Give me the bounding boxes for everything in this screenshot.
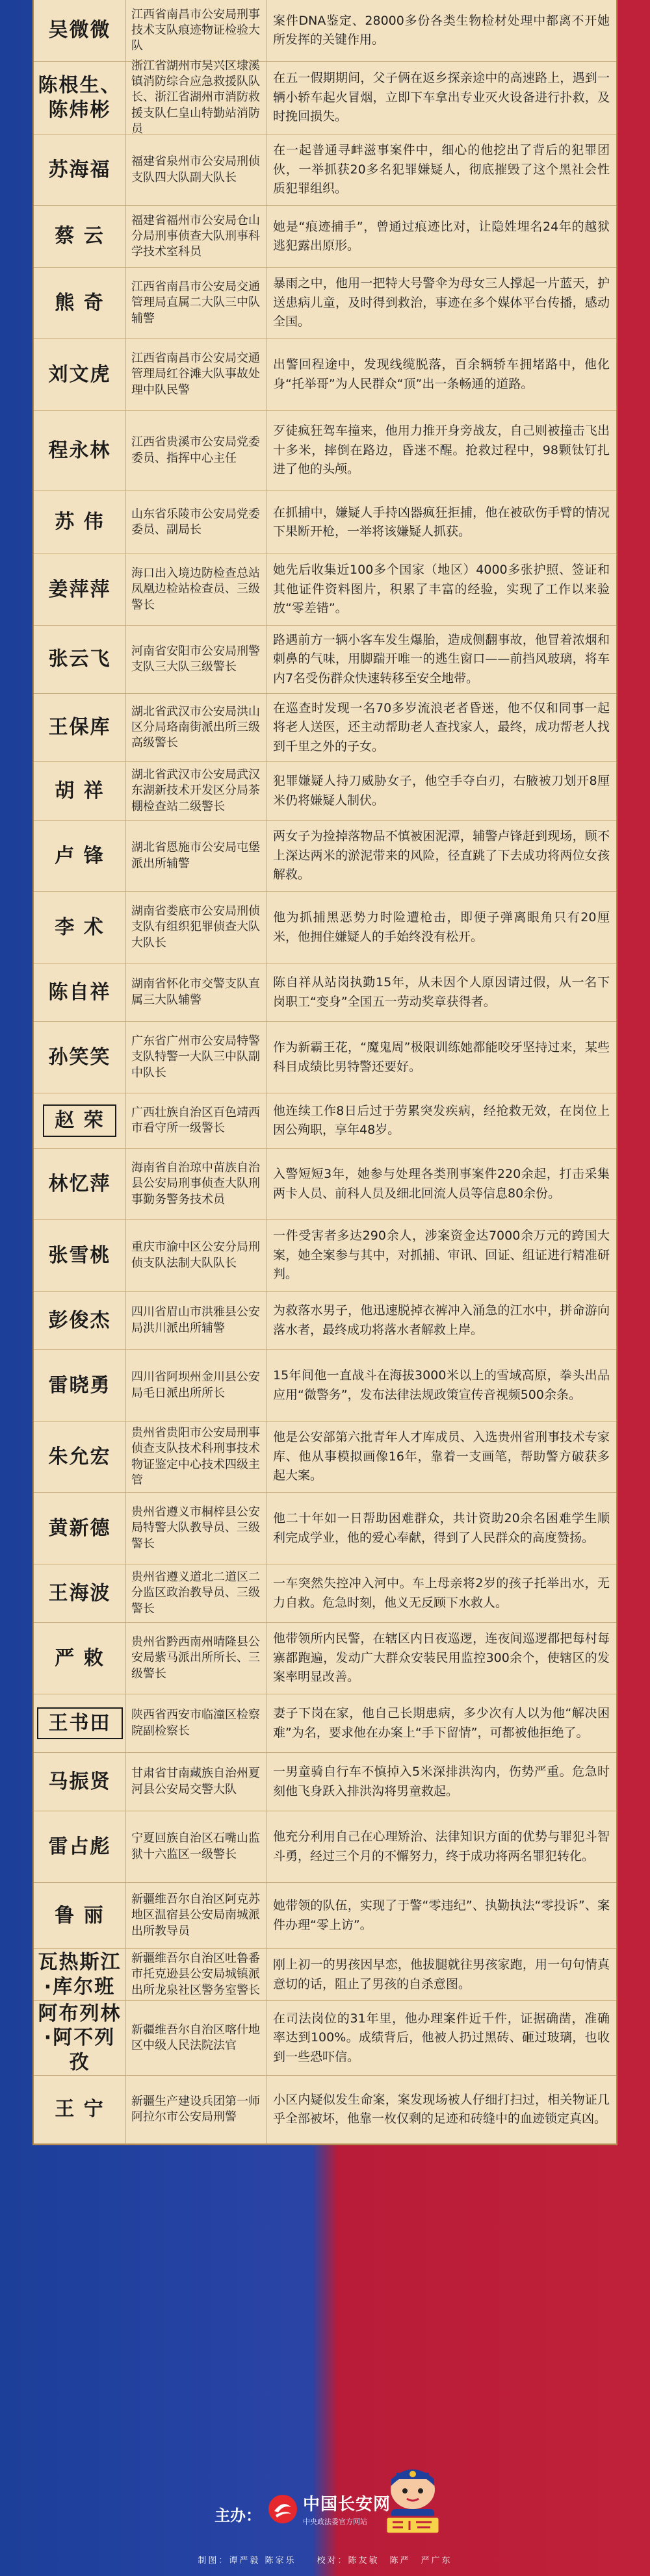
person-name-cell xyxy=(34,821,126,892)
person-name: 张云飞 xyxy=(48,648,111,671)
person-name: 王书田 xyxy=(37,1707,123,1740)
person-name: 马振贤 xyxy=(48,1770,111,1793)
person-deed: 犯罪嫌疑人持刀威胁女子，他空手夺白刃，右腋被刀划开8厘米仍将嫌疑人制伏。 xyxy=(266,762,616,821)
person-name: 吴微微 xyxy=(48,19,111,42)
person-name-cell xyxy=(34,694,126,762)
person-name-cell xyxy=(34,62,126,134)
person-deed: 在司法岗位的31年里，他办理案件近千件，证据确凿，准确率达到100%。成绩背后，他被人扔过黑砖、砸过玻璃，也收到一些恐吓信。 xyxy=(266,2001,616,2076)
person-deed: 在抓捕中，嫌疑人手持凶器疯狂拒捕，他在被砍伤手臂的情况下果断开枪，一举将该嫌疑人抓获。 xyxy=(266,491,616,554)
person-name: 朱允宏 xyxy=(48,1445,111,1468)
person-deed: 为救落水男子，他迅速脱掉衣裤冲入涌急的江水中，拼命游向落水者，最终成功将落水者解救上岸。 xyxy=(266,1292,616,1350)
person-unit: 海南省自治琼中苗族自治县公安局刑事侦查大队刑事勤务警务技术员 xyxy=(126,1149,266,1220)
honor-table-grid xyxy=(34,0,616,2144)
person-name: 程永林 xyxy=(48,439,111,462)
chinapeace-logo-icon xyxy=(266,2493,299,2525)
person-unit: 浙江省湖州市吴兴区埭溪镇消防综合应急救援队队长、浙江省湖州市消防救援支队仁皇山特勤站消防员 xyxy=(126,62,266,134)
person-unit: 福建省福州市公安局仓山分局刑事侦查大队刑事科学技术室科员 xyxy=(126,206,266,268)
footer xyxy=(0,2449,650,2576)
person-deed: 他带领所内民警，在辖区内日夜巡逻，连夜间巡逻都把每村每寨都跑遍，发动广大群众安装民用监控300余个，使辖区的发案率明显改善。 xyxy=(266,1623,616,1694)
person-name-cell xyxy=(34,0,126,62)
person-name: 赵 荣 xyxy=(43,1104,116,1137)
person-name: 林忆萍 xyxy=(48,1172,111,1195)
person-deed: 陈自祥从站岗执勤15年，从未因个人原因请过假，从一名下岗职工“变身”全国五一劳动奖章获得者。 xyxy=(266,963,616,1022)
person-unit: 新疆生产建设兵团第一师阿拉尔市公安局刑警 xyxy=(126,2076,266,2144)
person-deed: 出警回程途中，发现线缆脱落，百余辆轿车拥堵路中，他化身“托举哥”为人民群众“顶”出一条畅通的道路。 xyxy=(266,339,616,411)
person-name-cell xyxy=(34,411,126,491)
person-deed: 小区内疑似发生命案，案发现场被人仔细打扫过，相关物证几乎全部被坏，他靠一枚仅剩的足迹和砖缝中的血迹锁定真凶。 xyxy=(266,2076,616,2144)
person-name-cell xyxy=(34,1883,126,1949)
person-name: 孙笑笑 xyxy=(48,1045,111,1069)
person-deed: 他是公安部第六批青年人才库成员、入选贵州省刑事技术专家库、他从事模拟画像16年，靠着一支画笔，帮助警方破获多起大案。 xyxy=(266,1422,616,1493)
person-name: 陈自祥 xyxy=(48,980,111,1004)
person-name-cell xyxy=(34,134,126,206)
person-name: 鲁 丽 xyxy=(55,1904,105,1927)
person-unit: 山东省乐陵市公安局党委委员、副局长 xyxy=(126,491,266,554)
person-deed: 她先后收集近100多个国家（地区）4000多张护照、签证和其他证件资料图片，积累了丰富的经验，实现了工作以来验放“零差错”。 xyxy=(266,554,616,626)
person-unit: 贵州省遵义道北二道区二分监区政治教导员、三级警长 xyxy=(126,1564,266,1623)
person-name-cell xyxy=(34,1022,126,1093)
person-unit: 陕西省西安市临潼区检察院副检察长 xyxy=(126,1694,266,1753)
person-unit: 贵州省贵阳市公安局刑事侦查支队技术科刑事技术物证鉴定中心技术四级主管 xyxy=(126,1422,266,1493)
person-name: 苏海福 xyxy=(48,158,111,181)
person-unit: 江西省南昌市公安局交通管理局直属二大队三中队辅警 xyxy=(126,268,266,339)
person-deed: 一车突然失控冲入河中。车上母亲将2岁的孩子托举出水，无力自救。危急时刻，他义无反顾下水救人。 xyxy=(266,1564,616,1623)
person-deed: 入警短短3年，她参与处理各类刑事案件220余起，打击采集两卡人员、前科人员及细北回流人员等信息80余份。 xyxy=(266,1149,616,1220)
host-label: 主办： xyxy=(214,2506,261,2525)
person-deed: 歹徒疯狂驾车撞来，他用力推开身旁战友，自己则被撞击飞出十多米，摔倒在路边，昏迷不醒。抢救过程中，98颗钛钉扎进了他的头颅。 xyxy=(266,411,616,491)
person-name: 瓦热斯江·库尔班 xyxy=(38,1951,122,1998)
person-unit: 广东省广州市公安局特警支队特警一大队三中队副中队长 xyxy=(126,1022,266,1093)
person-name-cell xyxy=(34,1564,126,1623)
person-unit: 福建省泉州市公安局刑侦支队四大队副大队长 xyxy=(126,134,266,206)
person-name: 王保库 xyxy=(48,716,111,739)
person-unit: 湖南省娄底市公安局刑侦支队有组织犯罪侦查大队大队长 xyxy=(126,892,266,963)
person-unit: 新疆维吾尔自治区阿克苏地区温宿县公安局南城派出所教导员 xyxy=(126,1883,266,1949)
person-unit: 四川省眉山市洪雅县公安局洪川派出所辅警 xyxy=(126,1292,266,1350)
person-name-cell xyxy=(34,1949,126,2001)
person-name-cell xyxy=(34,1292,126,1350)
person-deed: 她带领的队伍，实现了于警“零违纪”、执勤执法“零投诉”、案件办理“零上访”。 xyxy=(266,1883,616,1949)
person-name-cell xyxy=(34,963,126,1022)
person-deed: 两女子为捡掉落物品不慎被困泥潭，辅警卢锋赶到现场，顾不上深达两米的淤泥带来的风险，径直跳了下去成功将两位女孩解救。 xyxy=(266,821,616,892)
person-name: 雷占彪 xyxy=(48,1835,111,1858)
person-unit: 贵州省遵义市桐梓县公安局特警大队教导员、三级警长 xyxy=(126,1493,266,1564)
person-unit: 宁夏回族自治区石嘴山监狱十六监区一级警长 xyxy=(126,1811,266,1883)
person-name: 雷晓勇 xyxy=(48,1373,111,1397)
person-deed: 在巡查时发现一名70多岁流浪老者昏迷，他不仅和同事一起将老人送医，还主动帮助老人查找家人，最终，成功帮老人找到千里之外的子女。 xyxy=(266,694,616,762)
person-deed: 在一起普通寻衅滋事案件中，细心的他挖出了背后的犯罪团伙，一举抓获20多名犯罪嫌疑人，彻底摧毁了这个黑社会性质犯罪组织。 xyxy=(266,134,616,206)
chinapeace-logo-title: 中国长安网 xyxy=(303,2495,391,2514)
person-name: 姜萍萍 xyxy=(48,578,111,601)
person-unit: 广西壮族自治区百色靖西市看守所一级警长 xyxy=(126,1093,266,1149)
person-name-cell xyxy=(34,1623,126,1694)
person-name-cell xyxy=(34,339,126,411)
person-unit: 湖北省恩施市公安局屯堡派出所辅警 xyxy=(126,821,266,892)
person-unit: 海口出入境边防检查总站凤凰边检站检查员、三级警长 xyxy=(126,554,266,626)
person-name: 黄新德 xyxy=(48,1516,111,1540)
person-deed: 案件DNA鉴定、28000多份各类生物检材处理中都离不开她所发挥的关键作用。 xyxy=(266,0,616,62)
person-deed: 他连续工作8日后过于劳累突发疾病，经抢救无效，在岗位上因公殉职，享年48岁。 xyxy=(266,1093,616,1149)
person-deed: 路遇前方一辆小客车发生爆胎，造成侧翻事故，他冒着浓烟和刺鼻的气味，用脚踹开唯一的逃生窗口——前挡风玻璃，将车内7名受伤群众快速转移至安全地带。 xyxy=(266,626,616,694)
person-deed: 他为抓捕黑恶势力时险遭枪击，即便子弹离眼角只有20厘米，他拥住嫌疑人的手始终没有松开。 xyxy=(266,892,616,963)
person-name: 胡 祥 xyxy=(55,779,105,802)
person-name-cell xyxy=(34,1149,126,1220)
person-name-cell xyxy=(34,1694,126,1753)
credits: 制图：谭严毅 陈家乐 校对：陈友敏 陈严 严广东 xyxy=(198,2556,452,2566)
person-unit: 贵州省黔西南州晴隆县公安局紫马派出所所长、三级警长 xyxy=(126,1623,266,1694)
person-name-cell xyxy=(34,762,126,821)
person-unit: 江西省贵溪市公安局党委委员、指挥中心主任 xyxy=(126,411,266,491)
person-name-cell xyxy=(34,206,126,268)
person-deed: 他充分利用自己在心理矫治、法律知识方面的优势与罪犯斗智斗勇，经过三个月的不懈努力，终于成功将两名罪犯转化。 xyxy=(266,1811,616,1883)
person-name-cell xyxy=(34,1811,126,1883)
changanjun-mascot-logo[interactable] xyxy=(377,2464,448,2548)
person-name-cell xyxy=(34,491,126,554)
person-unit: 江西省南昌市公安局交通管理局红谷滩大队事故处理中队民警 xyxy=(126,339,266,411)
person-name-cell xyxy=(34,1220,126,1292)
person-deed: 一件受害者多达290余人，涉案资金达7000余万元的跨国大案，她全案参与其中，对抓捕、审讯、回证、组证进行精准研判。 xyxy=(266,1220,616,1292)
person-name-cell xyxy=(34,1093,126,1149)
person-deed: 她是“痕迹捕手”，曾通过痕迹比对，让隐姓埋名24年的越狱逃犯露出原形。 xyxy=(266,206,616,268)
person-deed: 暴雨之中，他用一把特大号警伞为母女三人撑起一片蓝天，护送患病儿童，及时得到救治，事迹在多个媒体平台传播，感动全国。 xyxy=(266,268,616,339)
chinapeace-logo-subtitle: 中央政法委官方网站 xyxy=(303,2518,367,2526)
person-name: 张雪桃 xyxy=(48,1243,111,1267)
honor-table xyxy=(32,0,618,2145)
person-unit: 湖南省怀化市交警支队直属三大队辅警 xyxy=(126,963,266,1022)
person-name: 彭俊杰 xyxy=(48,1308,111,1332)
person-name: 李 术 xyxy=(55,915,105,939)
person-name-cell xyxy=(34,268,126,339)
person-deed: 一男童骑自行车不慎掉入5米深排洪沟内，伤势严重。危急时刻他飞身跃入排洪沟将男童救起。 xyxy=(266,1753,616,1811)
person-name-cell xyxy=(34,1350,126,1422)
person-unit: 重庆市渝中区公安分局刑侦支队法制大队队长 xyxy=(126,1220,266,1292)
person-name: 阿布列林·阿不列孜 xyxy=(38,2002,122,2074)
person-deed: 在五一假期期间，父子俩在返乡探亲途中的高速路上，遇到一辆小轿车起火冒烟，立即下车拿出专业灭火设备进行扑救，及时挽回损失。 xyxy=(266,62,616,134)
person-unit: 甘肃省甘南藏族自治州夏河县公安局交警大队 xyxy=(126,1753,266,1811)
person-name-cell xyxy=(34,2001,126,2076)
person-deed: 妻子下岗在家，他自己长期患病，多少次有人以为他“解决困难”为名，要求他在办案上“手下留情”，可都被他拒绝了。 xyxy=(266,1694,616,1753)
person-unit: 江西省南昌市公安局刑事技术支队痕迹物证检验大队 xyxy=(126,0,266,62)
person-name: 严 敕 xyxy=(55,1646,105,1670)
person-name: 苏 伟 xyxy=(55,511,105,534)
person-unit: 河南省安阳市公安局刑警支队三大队三级警长 xyxy=(126,626,266,694)
person-name-cell xyxy=(34,2076,126,2144)
person-name-cell xyxy=(34,1422,126,1493)
person-name: 陈根生、陈炜彬 xyxy=(38,74,122,121)
person-deed: 15年间他一直战斗在海拔3000米以上的雪域高原，拳头出品应用“微警务”，发布法律法规政策宣传音视频500余条。 xyxy=(266,1350,616,1422)
person-name-cell xyxy=(34,892,126,963)
person-name: 蔡 云 xyxy=(55,225,105,248)
person-unit: 湖北省武汉市公安局武汉东湖新技术开发区分局茶棚检查站二级警长 xyxy=(126,762,266,821)
person-name-cell xyxy=(34,1753,126,1811)
person-unit: 四川省阿坝州金川县公安局毛日派出所所长 xyxy=(126,1350,266,1422)
person-deed: 他二十年如一日帮助困难群众，共计资助20余名困难学生顺利完成学业，他的爱心奉献，得到了人民群众的高度赞扬。 xyxy=(266,1493,616,1564)
person-name: 刘文虎 xyxy=(48,363,111,386)
person-name: 王海波 xyxy=(48,1581,111,1605)
person-deed: 刚上初一的男孩因早恋，他拔腿就往男孩家跑，用一句句情真意切的话，阻止了男孩的自杀意图。 xyxy=(266,1949,616,2001)
person-name-cell xyxy=(34,554,126,626)
chinapeace-logo[interactable] xyxy=(266,2491,391,2527)
person-name: 熊 奇 xyxy=(55,291,105,314)
person-name-cell xyxy=(34,1493,126,1564)
person-unit: 新疆维吾尔自治区吐鲁番市托克逊县公安局城镇派出所龙泉社区警务室警长 xyxy=(126,1949,266,2001)
person-deed: 作为新霸王花，“魔鬼周”极限训练她都能咬牙坚持过来，某些科目成绩比男特警还要好。 xyxy=(266,1022,616,1093)
person-unit: 新疆维吾尔自治区喀什地区中级人民法院法官 xyxy=(126,2001,266,2076)
person-unit: 湖北省武汉市公安局洪山区分局珞南街派出所三级高级警长 xyxy=(126,694,266,762)
person-name-cell xyxy=(34,626,126,694)
person-name: 王 宁 xyxy=(55,2098,105,2121)
person-name: 卢 锋 xyxy=(55,844,105,867)
